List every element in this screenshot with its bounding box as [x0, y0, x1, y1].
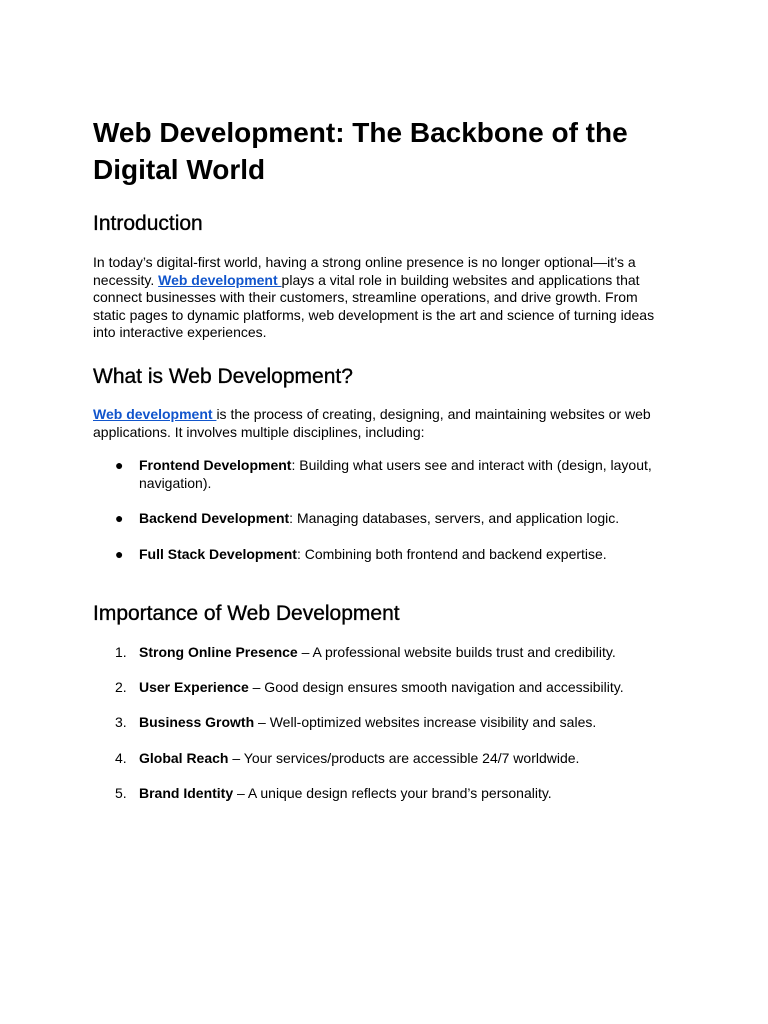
list-item-text: – A unique design reflects your brand’s personality. [233, 784, 552, 801]
list-item-text: : Combining both frontend and backend expertise. [296, 545, 607, 562]
bullet-marker: ● [115, 545, 124, 562]
list-item [93, 510, 673, 528]
list-item [93, 785, 673, 803]
what-is-paragraph [93, 406, 673, 441]
what-is-heading: What is Web Development? [93, 365, 353, 388]
bullet-marker: ● [115, 510, 124, 527]
number-marker: 1. [115, 644, 127, 660]
web-development-link-2[interactable]: Web development [93, 406, 217, 422]
importance-list [93, 644, 673, 820]
bullet-marker: ● [115, 457, 124, 473]
number-marker: 3. [115, 714, 127, 731]
web-development-link[interactable]: Web development [158, 271, 282, 288]
list-item [93, 679, 673, 697]
list-item-term: Backend Development [139, 510, 290, 527]
list-item-term: Global Reach [139, 749, 229, 766]
importance-heading: Importance of Web Development [93, 602, 400, 625]
list-item-term: Brand Identity [139, 784, 234, 801]
list-item-term: Strong Online Presence [139, 644, 298, 660]
list-item-text: : Building what users see and interact with (design, layout, navigation). [139, 457, 652, 491]
intro-text-before-link: In today’s digital-first world, having a strong online presence is no longer optional—it’s a necessity. [93, 254, 636, 288]
list-item [93, 644, 673, 662]
list-item-text: – Your services/products are accessible 24/7 worldwide. [228, 749, 580, 766]
list-item-text: – Good design ensures smooth navigation and accessibility. [248, 679, 624, 696]
intro-text-after-link: plays a vital role in building websites and applications that connect businesses with their customers, streamline operations, and drive growth. From static pages to dynamic platforms, web development is the art and science of turning ideas into interactive experiences. [93, 271, 655, 341]
list-item [93, 457, 673, 492]
document-title: Web Development: The Backbone of the Digital World [93, 117, 628, 185]
list-item-term: Business Growth [139, 714, 255, 731]
number-marker: 5. [115, 784, 127, 801]
list-item [93, 546, 673, 564]
list-item [93, 714, 673, 732]
disciplines-list [93, 457, 673, 581]
list-item [93, 750, 673, 768]
number-marker: 2. [115, 679, 127, 696]
intro-paragraph [93, 254, 673, 342]
list-item-term: Full Stack Development [139, 545, 297, 562]
list-item-term: Frontend Development [139, 457, 292, 473]
list-item-text: – A professional website builds trust and credibility. [297, 644, 616, 660]
list-item-term: User Experience [139, 679, 249, 696]
list-item-text: : Managing databases, servers, and application logic. [289, 510, 620, 527]
number-marker: 4. [115, 749, 127, 766]
what-is-text: is the process of creating, designing, and maintaining websites or web applications. It involves multiple disciplines, including: [93, 406, 651, 440]
intro-heading: Introduction [93, 212, 203, 235]
list-item-text: – Well-optimized websites increase visibility and sales. [254, 714, 597, 731]
